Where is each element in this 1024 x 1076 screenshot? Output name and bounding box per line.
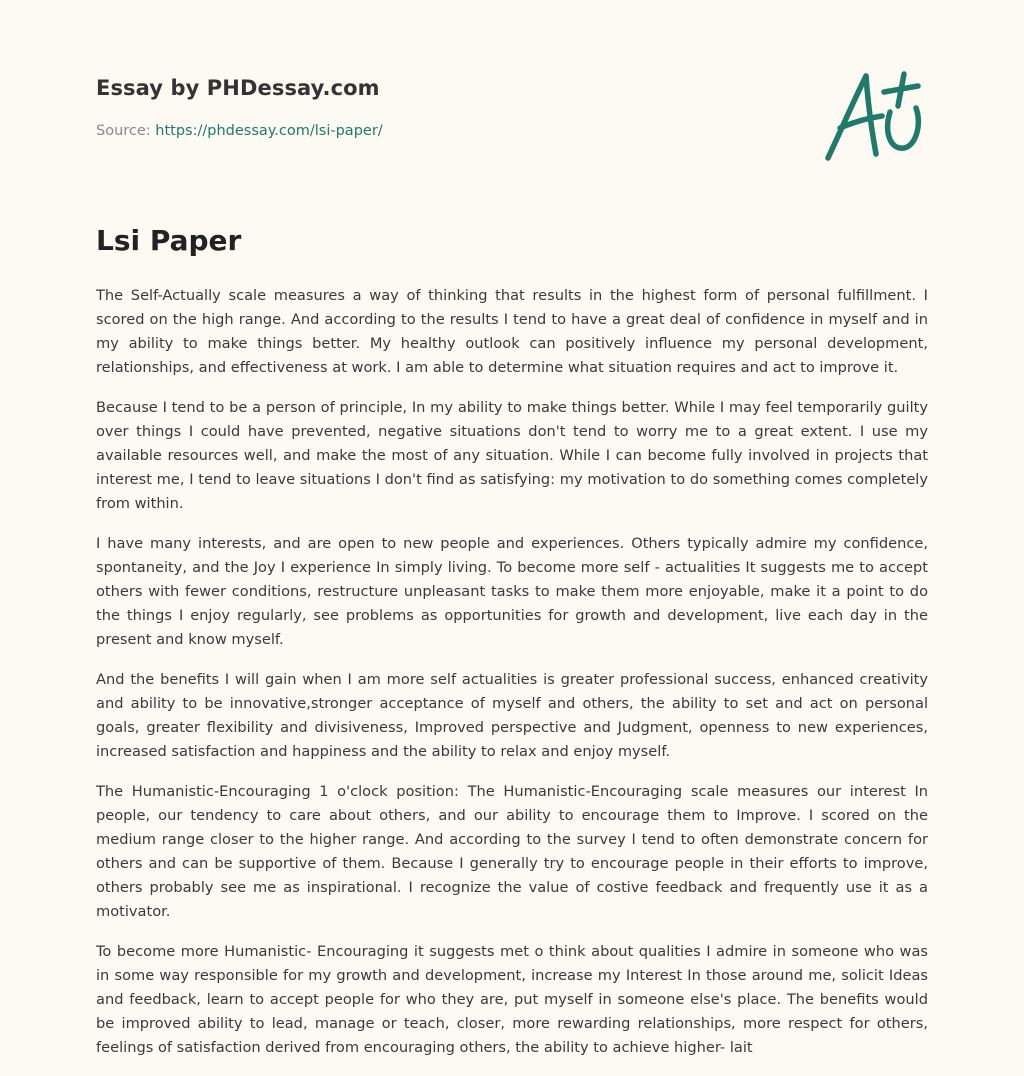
source-line	[96, 123, 383, 139]
essay-paragraph: I have many interests, and are open to new people and experiences. Others typically admire my confidence, spontaneity, and the Joy I experience In simply living. To become more self - actualities It suggests me to accept others with fewer conditions, restructure unpleasant tasks to make them more enjoyable, make it a point to do the things I enjoy regularly, see problems as opportunities for growth and development, live each day in the present and know myself.	[96, 535, 928, 648]
essay-title: Lsi Paper	[96, 224, 242, 257]
a-plus-grade-icon	[820, 66, 924, 166]
site-title: Essay by PHDessay.com	[96, 76, 380, 100]
essay-paragraph: The Humanistic-Encouraging 1 o'clock position: The Humanistic-Encouraging scale measures our interest In people, our tendency to care about others, and our ability to encourage them to Improve. I scored on the medium range closer to the higher range. And according to the survey I tend to often demonstrate concern for others and can be supportive of them. Because I generally try to encourage people in their efforts to improve, others probably see me as inspirational. I recognize the value of costive feedback and frequently use it as a motivator.	[96, 783, 928, 920]
essay-paragraph: And the benefits I will gain when I am more self actualities is greater professional success, enhanced creativity and ability to be innovative,stronger acceptance of myself and others, the ability to set and act on personal goals, greater flexibility and divisiveness, Improved perspective and Judgment, openness to new experiences, increased satisfaction and happiness and the ability to relax and enjoy myself.	[96, 671, 928, 760]
source-label: Source:	[96, 123, 151, 139]
source-link[interactable]: https://phdessay.com/lsi-paper/	[155, 123, 383, 139]
essay-paragraph: The Self-Actually scale measures a way of thinking that results in the highest form of personal fulfillment. I scored on the high range. And according to the results I tend to have a great deal of confidence in myself and in my ability to make things better. My healthy outlook can positively influence my personal development, relationships, and effectiveness at work. I am able to determine what situation requires and act to improve it.	[96, 287, 928, 376]
essay-body	[96, 284, 928, 1076]
essay-paragraph: To become more Humanistic- Encouraging it suggests met o think about qualities I admire in someone who was in some way responsible for my growth and development, increase my Interest In those around me, solicit Ideas and feedback, learn to accept people for who they are, put myself in someone else's place. The benefits would be improved ability to lead, manage or teach, closer, more rewarding relationships, more respect for others, feelings of satisfaction derived from encouraging others, the ability to achieve higher- lait	[96, 943, 928, 1056]
essay-paragraph: Because I tend to be a person of principle, In my ability to make things better. While I may feel temporarily guilty over things I could have prevented, negative situations don't tend to worry me to a great extent. I use my available resources well, and make the most of any situation. While I can become fully involved in projects that interest me, I tend to leave situations I don't find as satisfying: my motivation to do something comes completely from within.	[96, 399, 928, 512]
